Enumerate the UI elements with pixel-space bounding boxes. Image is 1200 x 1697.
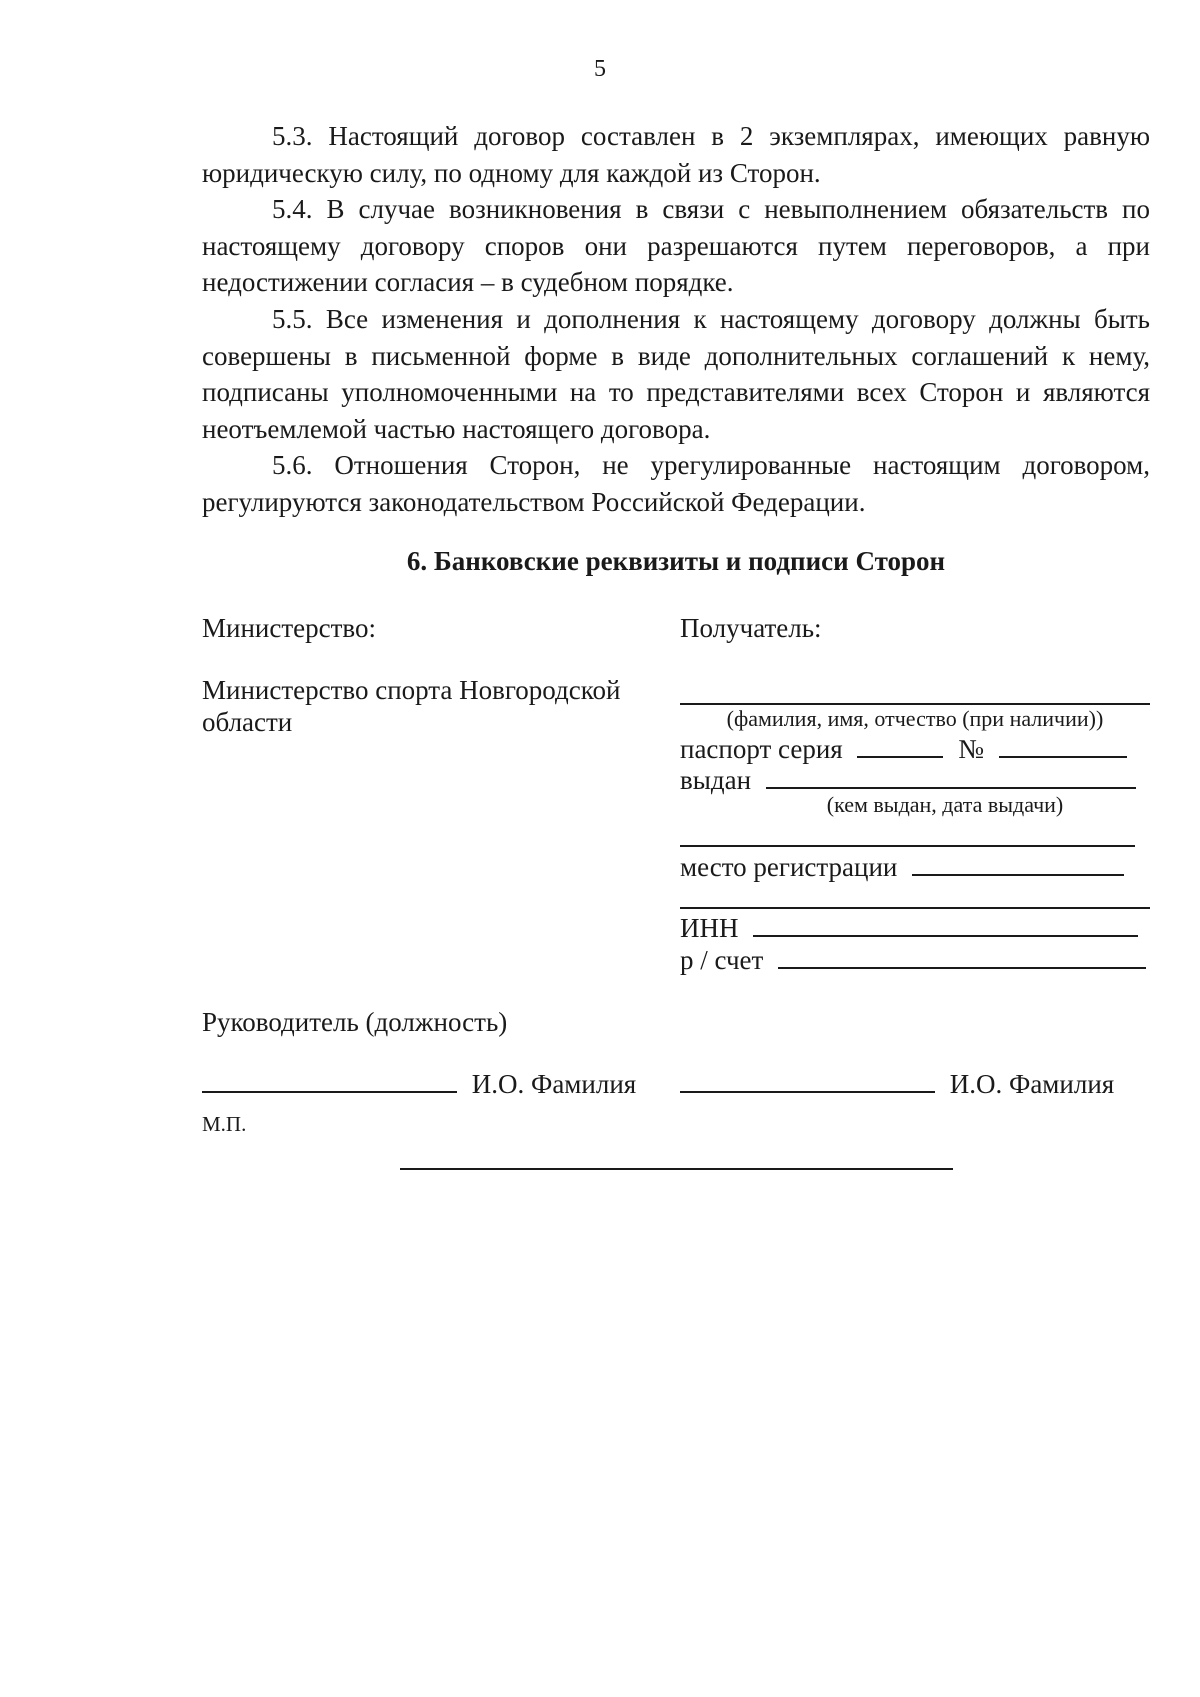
contract-terms bbox=[202, 118, 1150, 521]
ministry-signature-row bbox=[202, 1068, 636, 1100]
registration-field[interactable] bbox=[912, 852, 1124, 876]
recipient-fio-caption: (фамилия, имя, отчество (при наличии)) bbox=[726, 706, 1104, 731]
ministry-head-label: Руководитель (должность) bbox=[202, 1007, 508, 1037]
document-end-divider bbox=[400, 1168, 953, 1170]
inn-field[interactable] bbox=[753, 913, 1138, 937]
registration-label: место регистрации bbox=[680, 852, 898, 882]
page-number: 5 bbox=[594, 56, 606, 82]
account-label: р / счет bbox=[680, 945, 764, 975]
passport-row bbox=[680, 733, 1127, 765]
passport-series-field[interactable] bbox=[857, 734, 943, 758]
issued-label: выдан bbox=[680, 765, 752, 795]
passport-number-label: № bbox=[958, 734, 984, 764]
inn-label: ИНН bbox=[680, 913, 739, 943]
issued-caption: (кем выдан, дата выдачи) bbox=[826, 792, 1064, 817]
passport-series-label: паспорт серия bbox=[680, 734, 843, 764]
ministry-label: Министерство: bbox=[202, 613, 376, 643]
paragraph-5-4: 5.4. В случае возникновения в связи с невыполнением обязательств по настоящему договору споров они разрешаются путем переговоров, а при недостижении согласия – в судебном порядке. bbox=[202, 194, 1150, 298]
recipient-label: Получатель: bbox=[680, 613, 822, 643]
inn-row bbox=[680, 912, 1138, 944]
ministry-signature-name: И.О. Фамилия bbox=[471, 1069, 637, 1099]
recipient-signature-row bbox=[680, 1068, 1114, 1100]
issued-continuation-line[interactable] bbox=[680, 845, 1135, 847]
paragraph-5-5: 5.5. Все изменения и дополнения к настоящему договору должны быть совершены в письменной форме в виде дополнительных соглашений к нему, подписаны уполномоченными на то представителями всех Сторон и являются неотъемлемой частью настоящего договора. bbox=[202, 303, 1150, 444]
passport-number-field[interactable] bbox=[999, 734, 1127, 758]
registration-continuation-line[interactable] bbox=[680, 907, 1150, 909]
paragraph-5-3: 5.3. Настоящий договор составлен в 2 экземплярах, имеющих равную юридическую силу, по одному для каждой из Сторон. bbox=[202, 121, 1150, 188]
registration-row bbox=[680, 851, 1124, 883]
paragraph-5-6: 5.6. Отношения Сторон, не урегулированные настоящим договором, регулируются законодательством Российской Федерации. bbox=[202, 450, 1150, 517]
section-title: 6. Банковские реквизиты и подписи Сторон bbox=[406, 546, 946, 576]
recipient-fio-line[interactable] bbox=[680, 703, 1150, 705]
account-field[interactable] bbox=[778, 945, 1146, 969]
ministry-signature-line[interactable] bbox=[202, 1069, 457, 1093]
recipient-signature-line[interactable] bbox=[680, 1069, 935, 1093]
seal-label: М.П. bbox=[202, 1112, 247, 1136]
issued-field[interactable] bbox=[766, 765, 1136, 789]
recipient-signature-name: И.О. Фамилия bbox=[949, 1069, 1115, 1099]
ministry-name-line2: области bbox=[202, 707, 293, 737]
account-row bbox=[680, 944, 1146, 976]
ministry-name-line1: Министерство спорта Новгородской bbox=[202, 675, 621, 705]
